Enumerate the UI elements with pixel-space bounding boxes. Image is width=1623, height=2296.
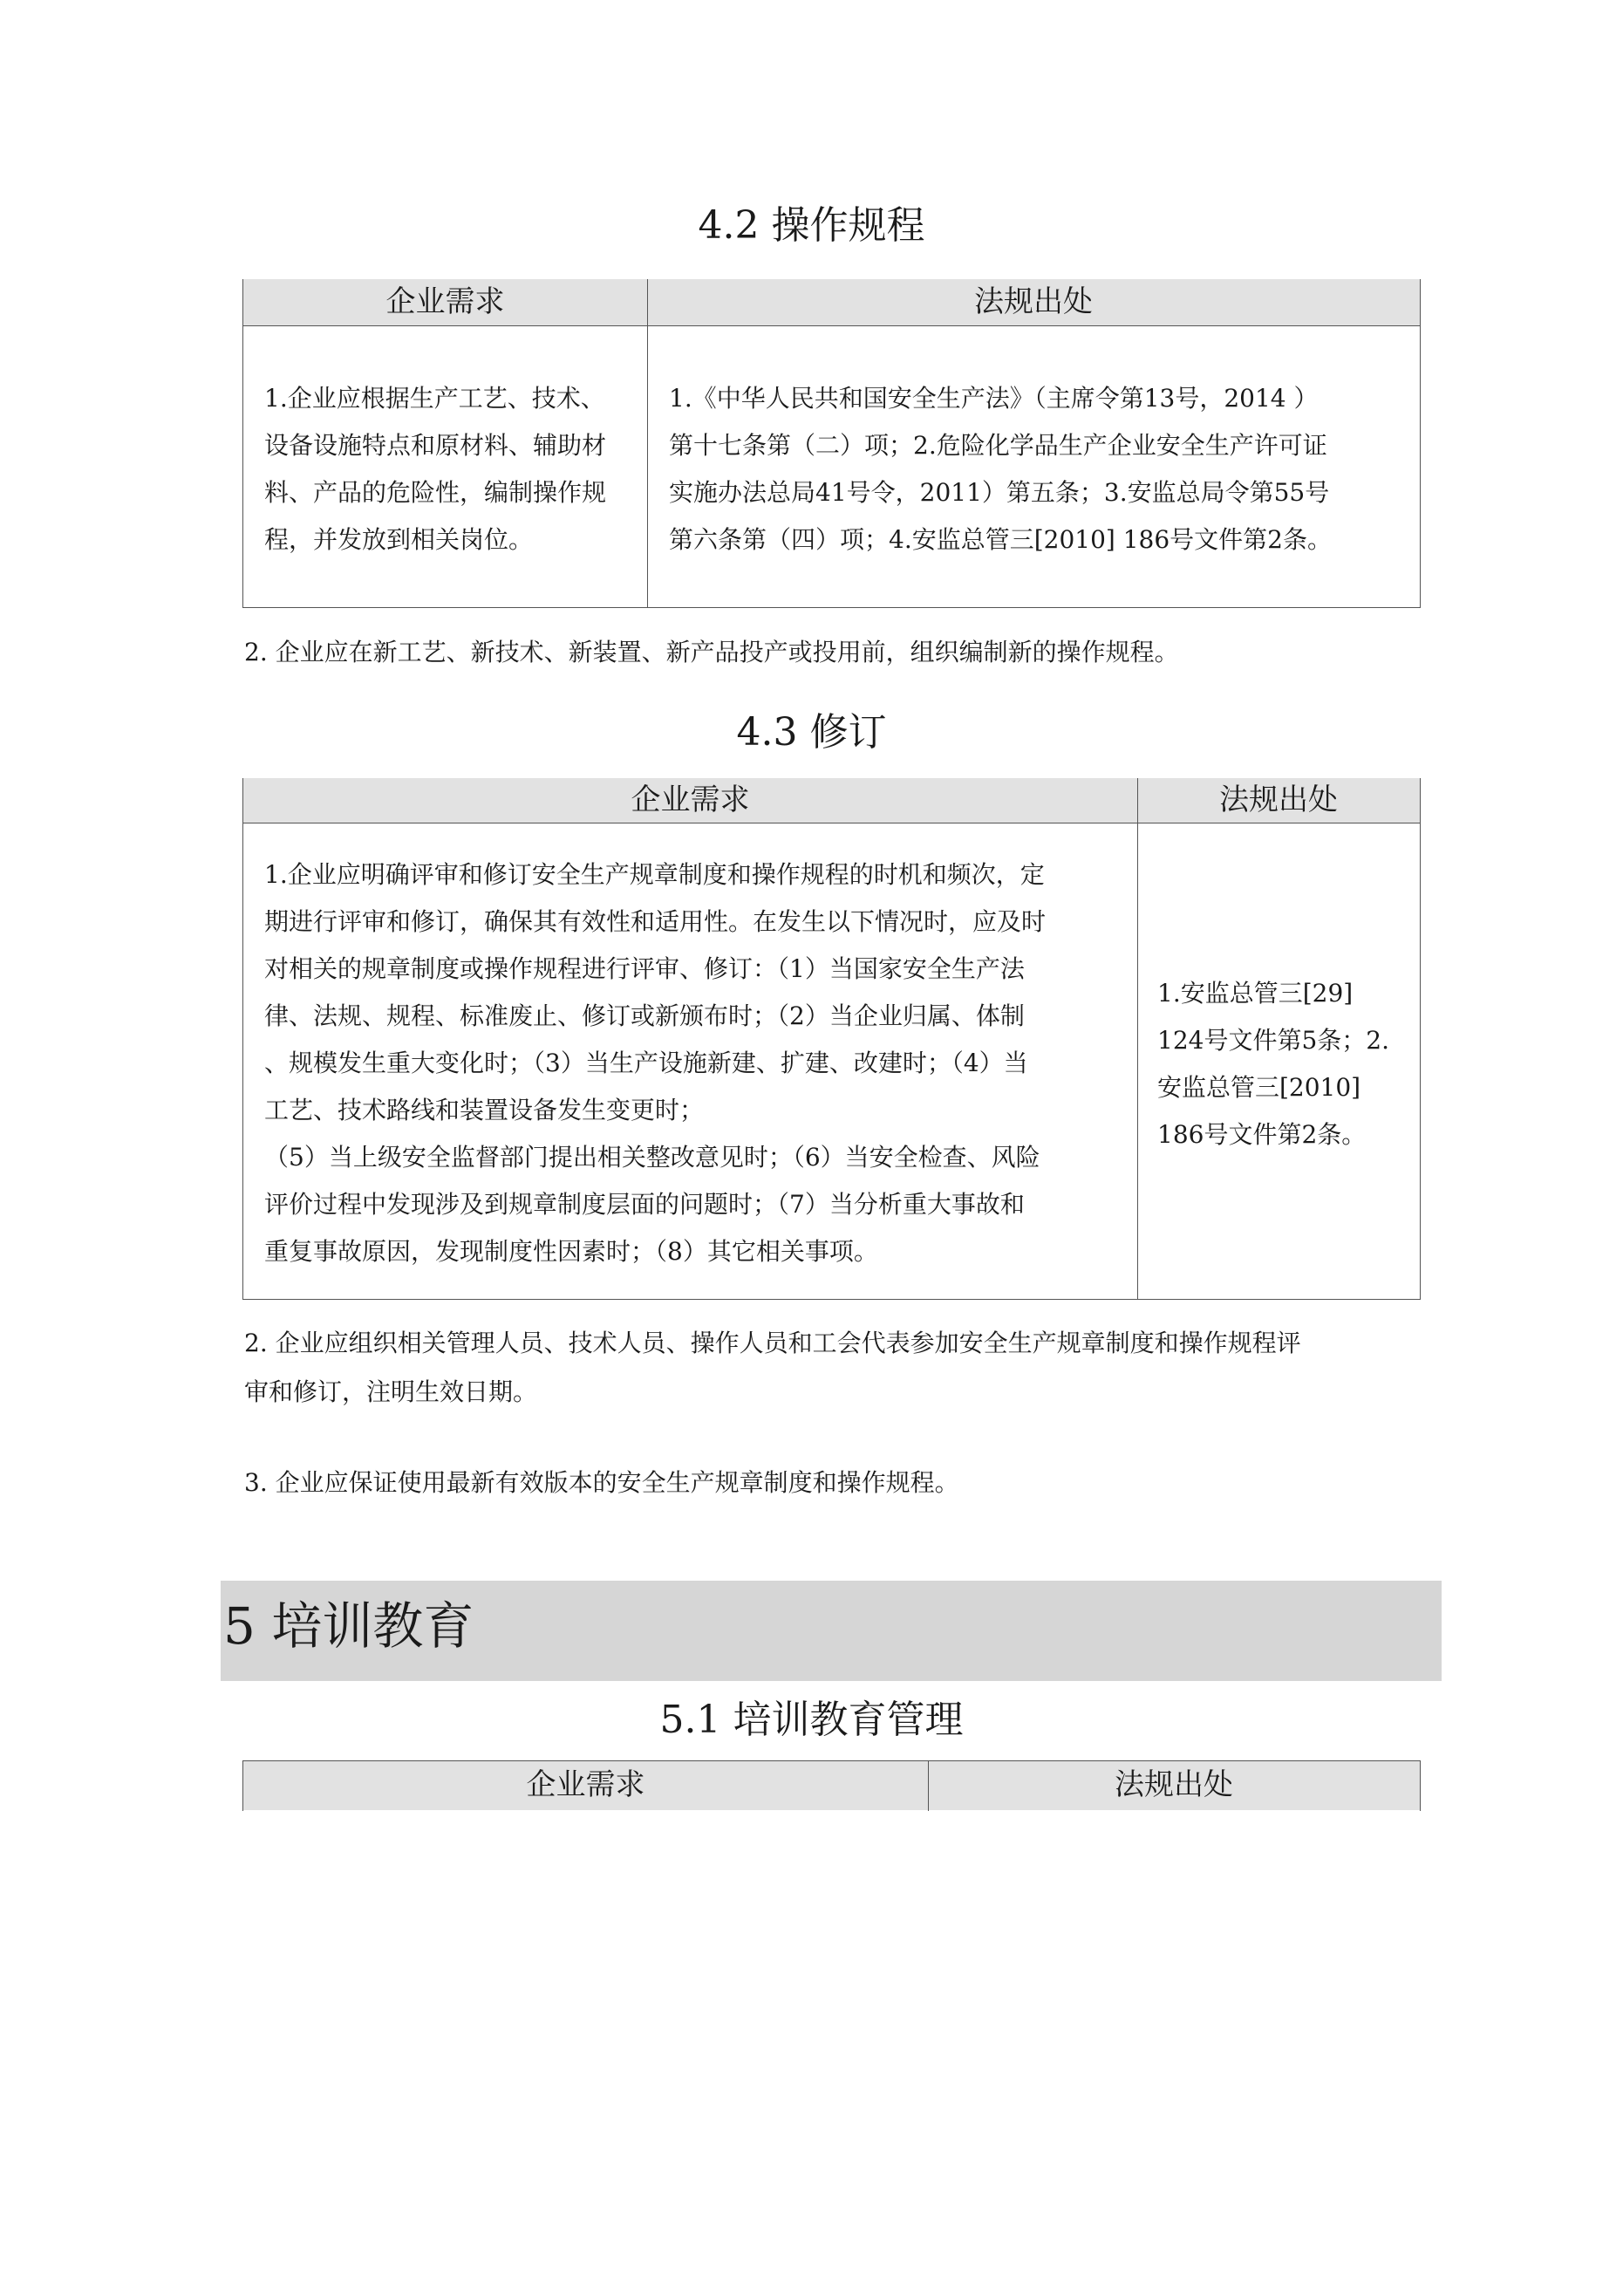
requirement-cell — [264, 375, 639, 564]
section-title-4-2: 4.2 操作规程 — [698, 203, 925, 248]
column-divider — [928, 1761, 929, 1811]
table-header-4-3 — [243, 778, 1420, 823]
header-regulation: 法规出处 — [1115, 1767, 1233, 1802]
table-4-3 — [242, 778, 1421, 1300]
text-line: 、规模发生重大变化时；（3）当生产设施新建、扩建、改建时；（4）当 — [264, 1049, 1028, 1077]
text-line: 1.安监总管三[29] — [1157, 979, 1354, 1008]
section-title-4-3: 4.3 修订 — [736, 710, 887, 755]
section-title-5-1: 5.1 培训教育管理 — [659, 1698, 964, 1742]
chapter-title-5: 5 培训教育 — [223, 1596, 474, 1656]
header-requirement: 企业需求 — [526, 1767, 645, 1802]
text-line: 第十七条第（二）项；2.危险化学品生产企业安全生产许可证 — [669, 431, 1327, 460]
column-divider — [1137, 778, 1138, 1299]
text-line: 1.企业应根据生产工艺、技术、 — [264, 384, 605, 413]
text-line: 实施办法总局41号令，2011）第五条；3.安监总局令第55号 — [669, 478, 1330, 507]
requirement-cell — [264, 851, 1132, 1275]
table-header-4-2 — [243, 279, 1420, 326]
text-line: 期进行评审和修订，确保其有效性和适用性。在发生以下情况时，应及时 — [264, 907, 1047, 936]
text-line: 律、法规、规程、标准废止、修订或新颁布时；（2）当企业归属、体制 — [264, 1001, 1025, 1030]
text-line: 审和修订，注明生效日期。 — [244, 1377, 538, 1406]
header-regulation: 法规出处 — [1219, 782, 1338, 817]
header-requirement: 企业需求 — [631, 782, 750, 817]
column-divider — [647, 279, 648, 607]
text-line: 1.《中华人民共和国安全生产法》（主席令第13号，2014 ） — [669, 384, 1319, 413]
text-line: 程，并发放到相关岗位。 — [264, 525, 534, 554]
header-regulation: 法规出处 — [974, 284, 1093, 319]
text-line: 工艺、技术路线和装置设备发生变更时； — [264, 1096, 705, 1124]
text-line: 第六条第（四）项；4.安监总管三[2010] 186号文件第2条。 — [669, 525, 1332, 554]
paragraph-4-2-2: 2. 企业应在新工艺、新技术、新装置、新产品投产或投用前，组织编制新的操作规程。 — [244, 638, 1179, 666]
regulation-cell — [669, 375, 1410, 564]
text-line: 124号文件第5条；2. — [1157, 1026, 1389, 1055]
text-line: 1.企业应明确评审和修订安全生产规章制度和操作规程的时机和频次，定 — [264, 860, 1045, 889]
text-line: 2. 企业应组织相关管理人员、技术人员、操作人员和工会代表参加安全生产规章制度和操作规程评 — [244, 1329, 1301, 1357]
text-line: （5）当上级安全监督部门提出相关整改意见时；（6）当安全检查、风险 — [264, 1143, 1040, 1172]
paragraph-4-3-3: 3. 企业应保证使用最新有效版本的安全生产规章制度和操作规程。 — [244, 1468, 959, 1497]
text-line: 设备设施特点和原材料、辅助材 — [264, 431, 607, 460]
text-line: 186号文件第2条。 — [1157, 1120, 1367, 1149]
text-line: 评价过程中发现涉及到规章制度层面的问题时；（7）当分析重大事故和 — [264, 1190, 1025, 1219]
table-5-1 — [242, 1760, 1421, 1811]
table-header-5-1 — [243, 1761, 1420, 1810]
text-line: 料、产品的危险性，编制操作规 — [264, 478, 607, 507]
paragraph-4-3-2 — [244, 1319, 1439, 1417]
header-requirement: 企业需求 — [385, 284, 505, 319]
regulation-cell — [1157, 970, 1419, 1158]
text-line: 对相关的规章制度或操作规程进行评审、修订：（1）当国家安全生产法 — [264, 954, 1025, 983]
table-4-2 — [242, 279, 1421, 608]
text-line: 安监总管三[2010] — [1157, 1073, 1361, 1102]
text-line: 重复事故原因，发现制度性因素时；（8）其它相关事项。 — [264, 1237, 878, 1266]
